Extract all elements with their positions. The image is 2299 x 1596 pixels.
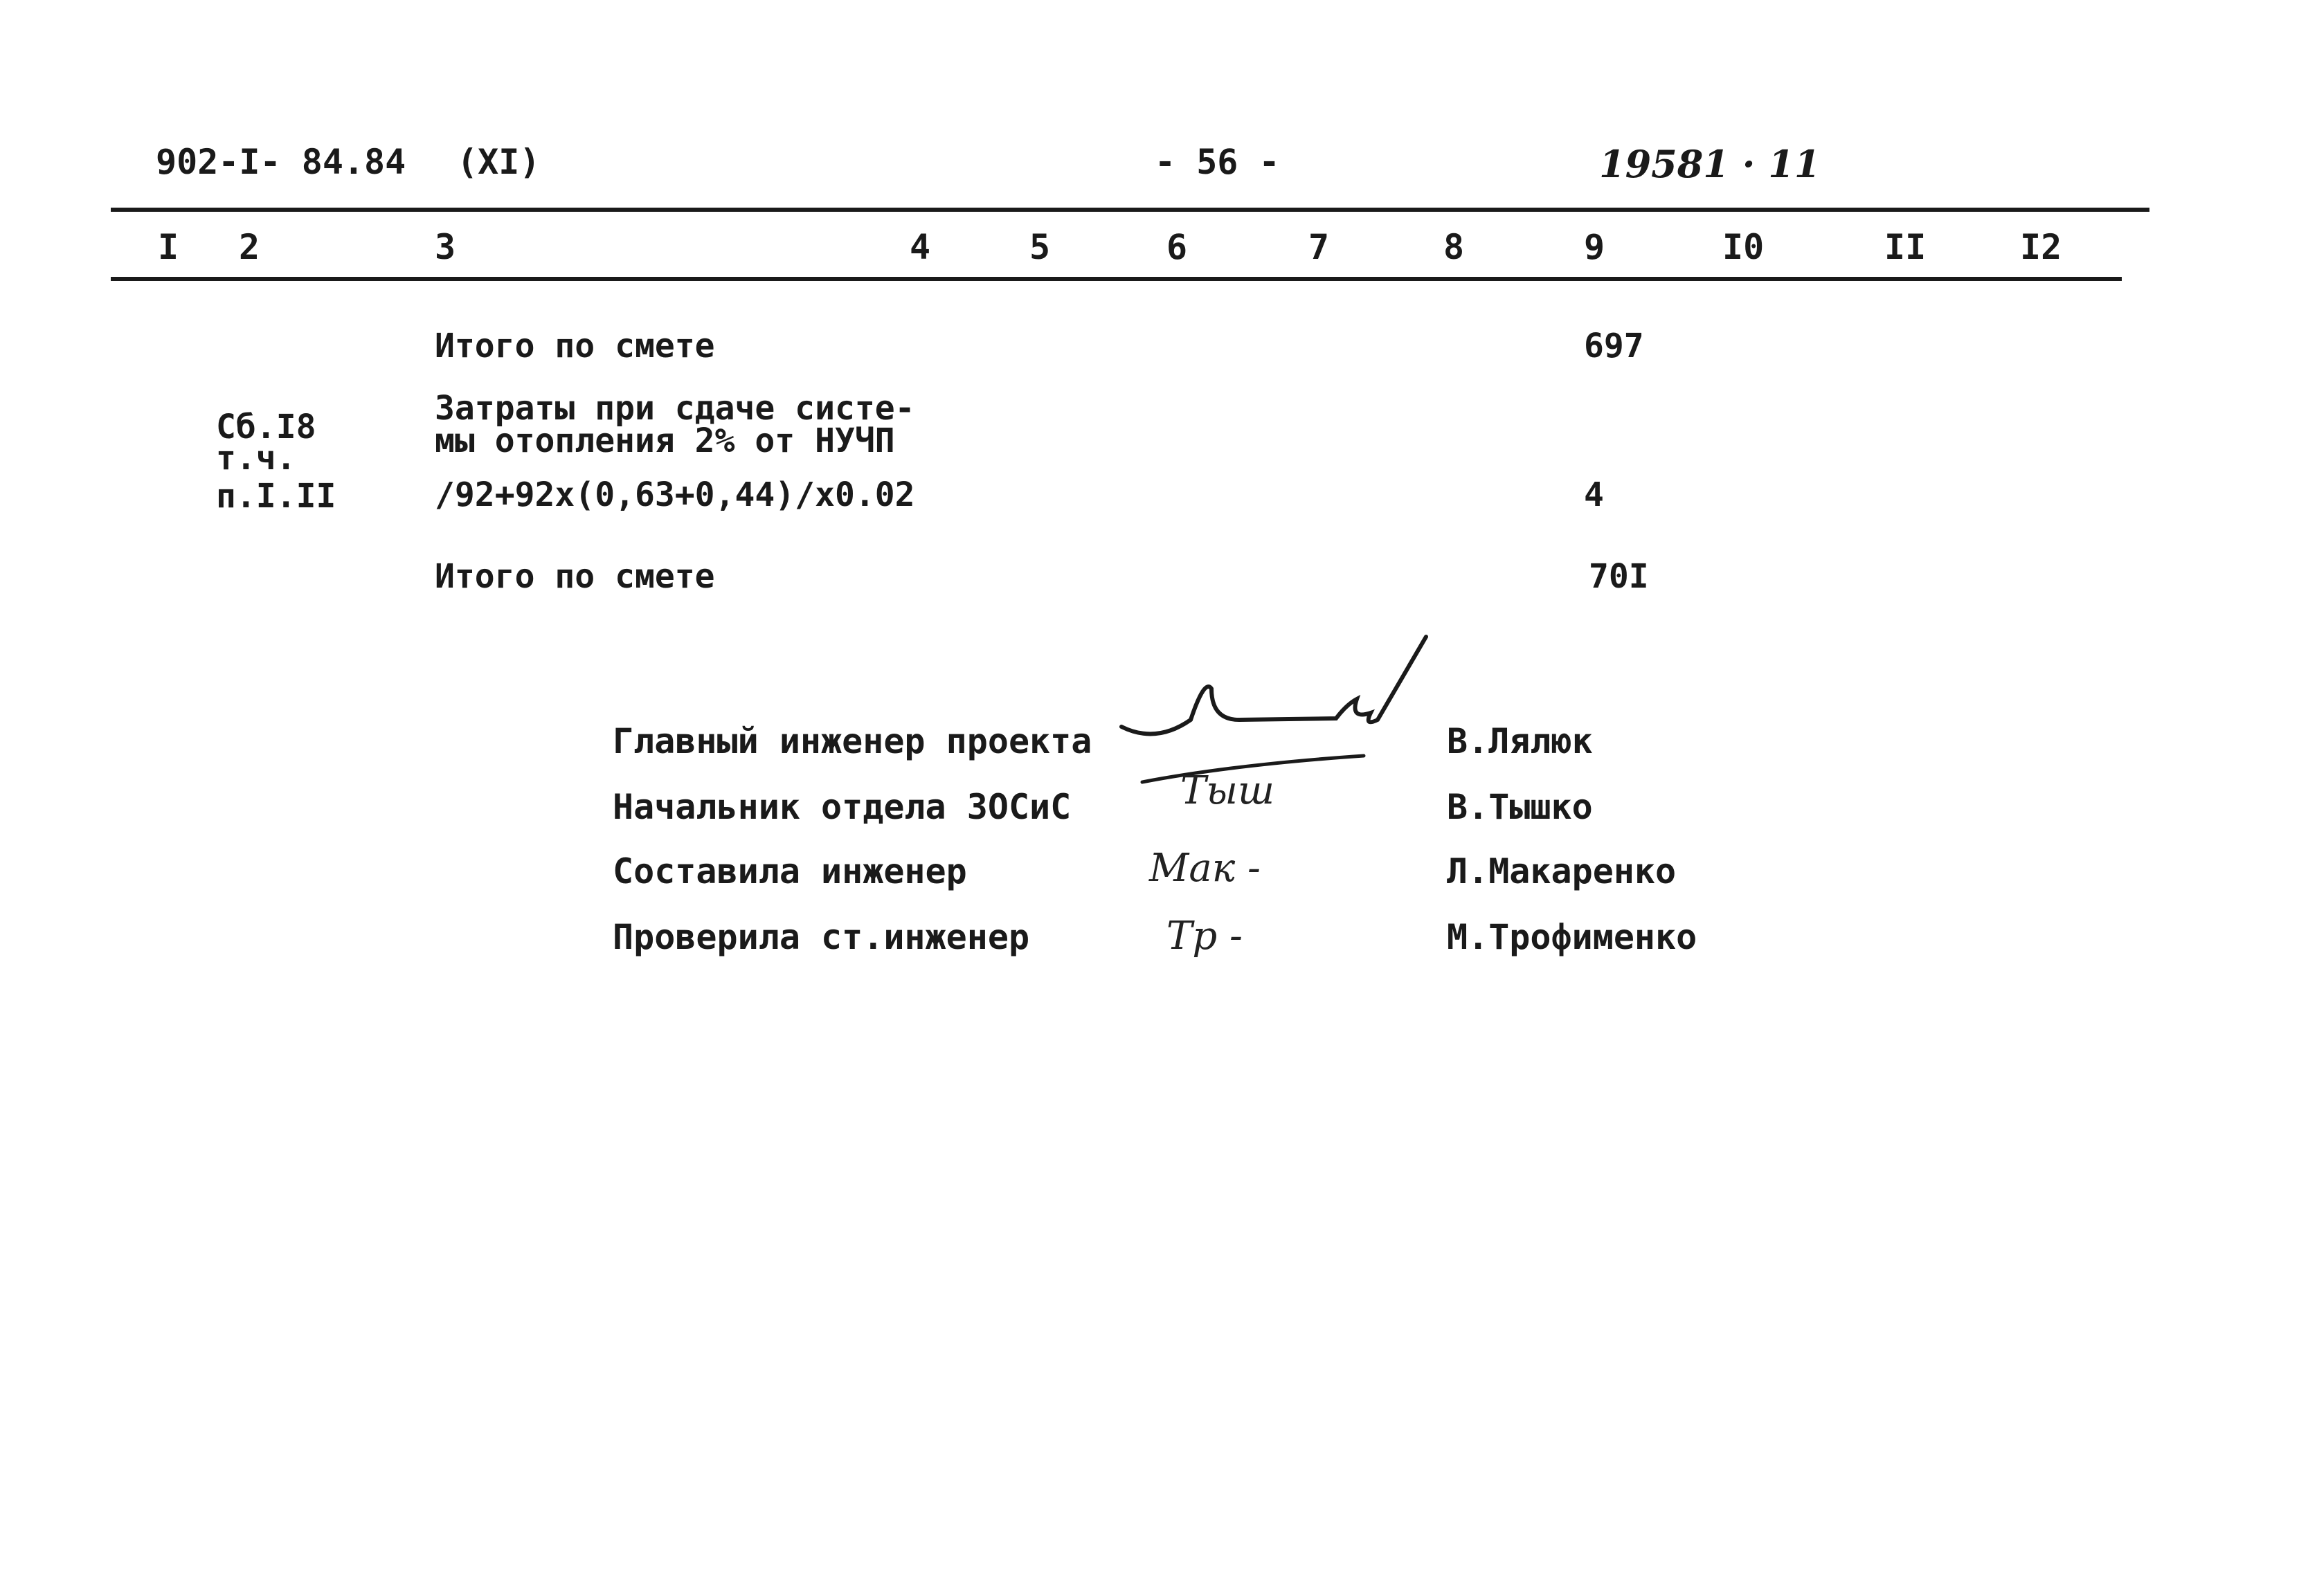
row-total-value: 697 [1584,327,1644,365]
column-number-1: I [158,227,179,267]
row-grand-total-value: 70I [1589,557,1649,596]
signature-role-3: Составила инженер [613,851,967,891]
signature-name-1: В.Лялюк [1447,721,1593,761]
row-desc-line-2: мы отопления 2% от НУЧП [435,421,895,460]
column-number-12: I2 [2020,227,2062,267]
signature-role-1: Главный инженер проекта [613,721,1092,761]
row-desc-line-1: Затраты при сдаче систе- [435,389,915,428]
signature-checker: Тр - [1166,914,1243,959]
row-total-label: Итого по смете [435,327,715,365]
signature-role-4: Проверила ст.инженер [613,917,1030,957]
signature-role-2: Начальник отдела ЗОСиС [613,787,1072,827]
column-number-2: 2 [239,227,260,267]
header-rule-bottom [111,277,2122,281]
row-ref-line-1: Сб.I8 [216,408,316,446]
column-number-11: II [1884,227,1927,267]
row-cost-value: 4 [1584,475,1604,514]
column-number-5: 5 [1029,227,1051,267]
signature-name-3: Л.Макаренко [1447,851,1677,891]
column-number-9: 9 [1584,227,1605,267]
row-ref-line-2: т.ч. [216,439,296,478]
signature-compiler: Мак - [1149,846,1261,891]
row-desc-line-3: /92+92х(0,63+0,44)/х0.02 [435,475,915,514]
signature-department-head: Тыш [1180,768,1275,813]
signature-name-2: В.Тышко [1447,787,1593,827]
section-number: (XI) [457,142,541,182]
header-rule-top [111,208,2149,212]
signature-chief-engineer [1108,623,1440,789]
page-number: - 56 - [1155,142,1280,182]
column-number-3: 3 [435,227,456,267]
document-code: 902-I- 84.84 [156,142,406,182]
column-number-10: I0 [1722,227,1765,267]
column-number-4: 4 [910,227,931,267]
row-ref-line-3: п.I.II [216,477,336,516]
column-number-8: 8 [1443,227,1465,267]
row-grand-total-label: Итого по смете [435,557,715,596]
column-number-7: 7 [1308,227,1330,267]
registration-number: 19581 · 11 [1599,142,1821,186]
signature-name-4: М.Трофименко [1447,917,1697,957]
column-number-6: 6 [1166,227,1188,267]
